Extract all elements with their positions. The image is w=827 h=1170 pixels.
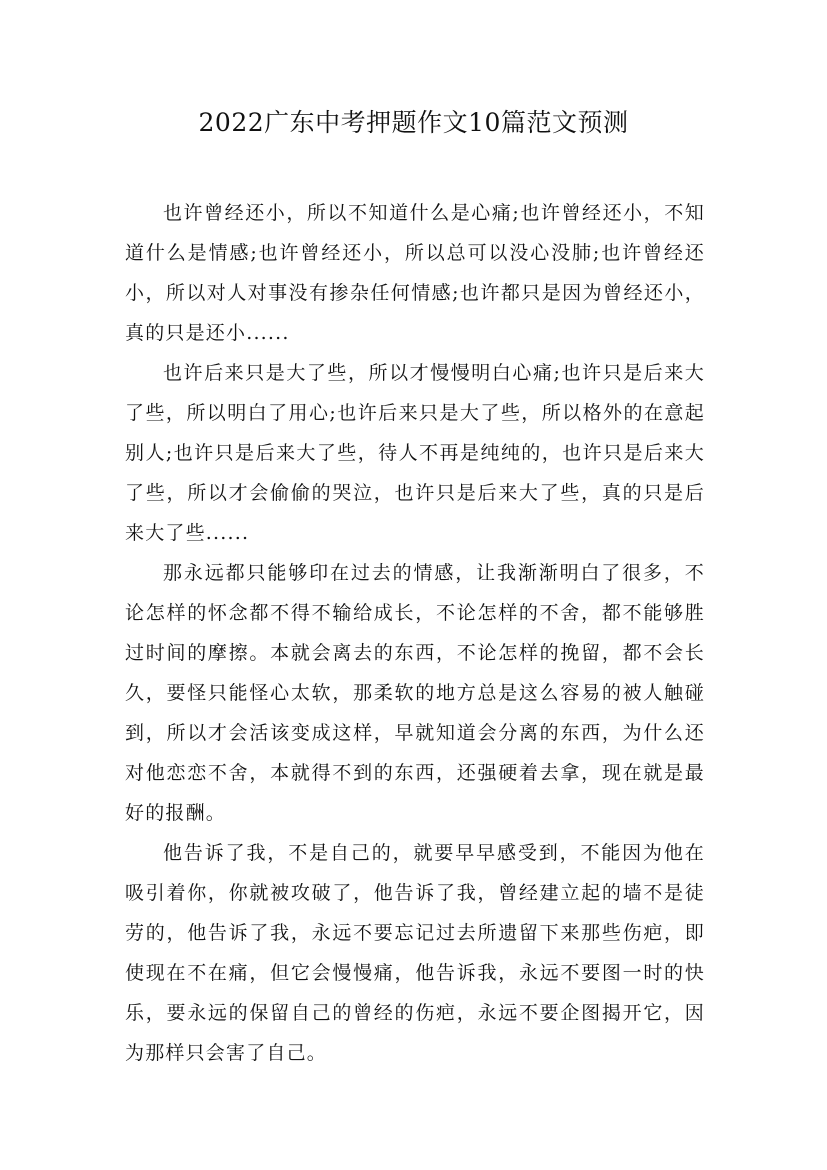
paragraph-2: 也许后来只是大了些，所以才慢慢明白心痛;也许只是后来大了些，所以明白了用心;也许后来只是大了些，所以格外的在意起别人;也许只是后来大了些，待人不再是纯纯的，也许只是后来大了些，所以才会偷偷的哭泣，也许只是后来大了些，真的只是后来大了些...... bbox=[125, 362, 705, 544]
paragraph-4: 他告诉了我，不是自己的，就要早早感受到，不能因为他在吸引着你，你就被攻破了，他告诉了我，曾经建立起的墙不是徒劳的，他告诉了我，永远不要忘记过去所遗留下来那些伤疤，即使现在不在痛，但它会慢慢痛，他告诉我，永远不要图一时的快乐，要永远的保留自己的曾经的伤疤，永远不要企图揭开它，因为那样只会害了自己。 bbox=[125, 842, 705, 1064]
paragraph-3: 那永远都只能够印在过去的情感，让我渐渐明白了很多，不论怎样的怀念都不得不输给成长，不论怎样的不舍，都不能够胜过时间的摩擦。本就会离去的东西，不论怎样的挽留，都不会长久，要怪只能怪心太软，那柔软的地方总是这么容易的被人触碰到，所以才会活该变成这样，早就知道会分离的东西，为什么还对他恋恋不舍，本就得不到的东西，还强硬着去拿，现在就是最好的报酬。 bbox=[125, 562, 705, 824]
document-title: 2022广东中考押题作文10篇范文预测 bbox=[198, 108, 629, 137]
paragraph-1: 也许曾经还小，所以不知道什么是心痛;也许曾经还小，不知道什么是情感;也许曾经还小，所以总可以没心没肺;也许曾经还小，所以对人对事没有掺杂任何情感;也许都只是因为曾经还小，真的只是还小...... bbox=[125, 202, 705, 344]
document-body bbox=[125, 193, 705, 1073]
